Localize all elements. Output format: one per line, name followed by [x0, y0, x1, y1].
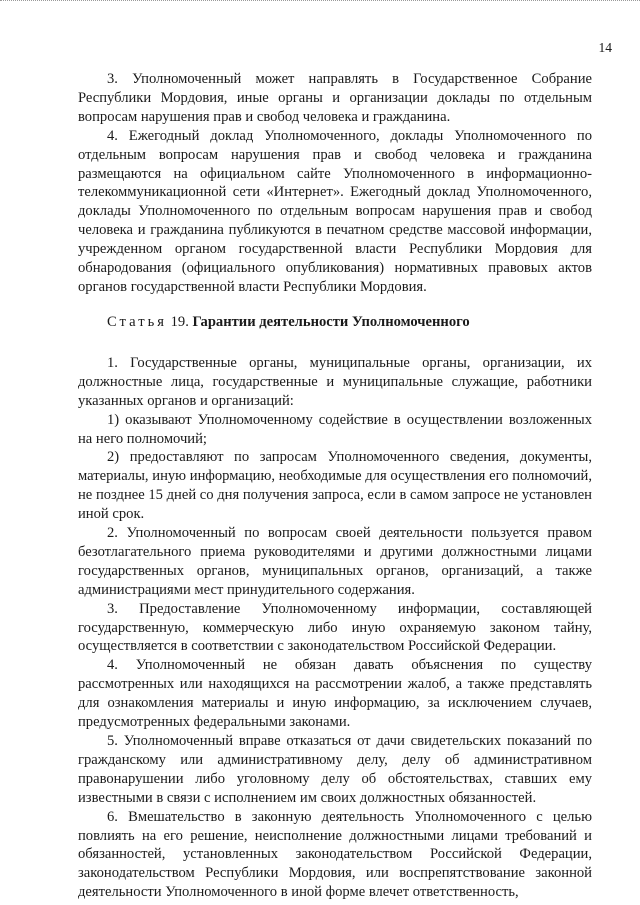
clause-2: 2. Уполномоченный по вопросам своей деятельности пользуется правом безотлагательного приема руководителями и другими должностными лицами государственных органов, муниципальных органов, организаций, а также администрациями мест принудительного содержания.	[78, 525, 592, 598]
paragraph-3: 3. Уполномоченный может направлять в Государственное Собрание Республики Мордовия, иные органы и организации доклады по отдельным вопросам нарушения прав и свобод человека и гражданина.	[78, 71, 592, 125]
paragraph-4: 4. Ежегодный доклад Уполномоченного, доклады Уполномоченного по отдельным вопросам нарушения прав и свобод человека и гражданина размещаются на официальном сайте Уполномоченного в информационно-телекоммуникационной сети «Интернет». Ежегодный доклад Уполномоченного, доклады Уполномоченного по отдельным вопросам нарушения прав и свобод человека и гражданина публикуются в печатном средстве массовой информации, учрежденном органом государственной власти Республики Мордовия для обнародования (официального опубликования) нормативных правовых актов органов государственной власти Республики Мордовия.	[78, 127, 592, 295]
subclause-2: 2) предоставляют по запросам Уполномоченного сведения, документы, материалы, иную информацию, необходимые для осуществления его полномочий, не позднее 15 дней со дня получения запроса, если в самом запросе не установлен иной срок.	[78, 449, 592, 523]
subclause-1: 1) оказывают Уполномоченному содействие в осуществлении возложенных на него полномочий;	[78, 411, 592, 447]
clause-3: 3. Предоставление Уполномоченному информации, составляющей государственную, коммерческую либо иную охраняемую законом тайну, осуществляется в соответствии с законодательством Российской Федерации.	[78, 600, 592, 655]
clause-5: 5. Уполномоченный вправе отказаться от дачи свидетельских показаний по гражданскому или административному делу, делу об административном правонарушении либо уголовному делу об обстоятельствах, ставших ему известными в связи с исполнением им своих должностных обязанностей.	[78, 733, 592, 806]
clause-4: 4. Уполномоченный не обязан давать объяснения по существу рассмотренных или находящихся на рассмотрении жалоб, а также представлять для ознакомления материалы и иную информацию, за исключением случаев, предусмотренных федеральными законами.	[78, 657, 592, 731]
clause-1: 1. Государственные органы, муниципальные органы, организации, их должностные лица, государственные и муниципальные служащие, работники указанных органов и организаций:	[78, 354, 592, 409]
article-number: 19.	[170, 313, 189, 330]
top-edge-rule	[0, 0, 640, 2]
article-title: Гарантии деятельности Уполномоченного	[192, 313, 470, 330]
article-label: Статья	[107, 313, 167, 330]
document-body	[78, 70, 592, 902]
article-heading	[78, 313, 592, 332]
page-number: 14	[598, 40, 612, 55]
clause-6: 6. Вмешательство в законную деятельность Уполномоченного с целью повлиять на его решение, неисполнение должностными лицами требований и обязанностей, установленных законодательством Российской Федерации, законодательством Республики Мордовия, или воспрепятствование законной деятельности Уполномоченного в иной форме влечет ответственность,	[78, 808, 592, 901]
